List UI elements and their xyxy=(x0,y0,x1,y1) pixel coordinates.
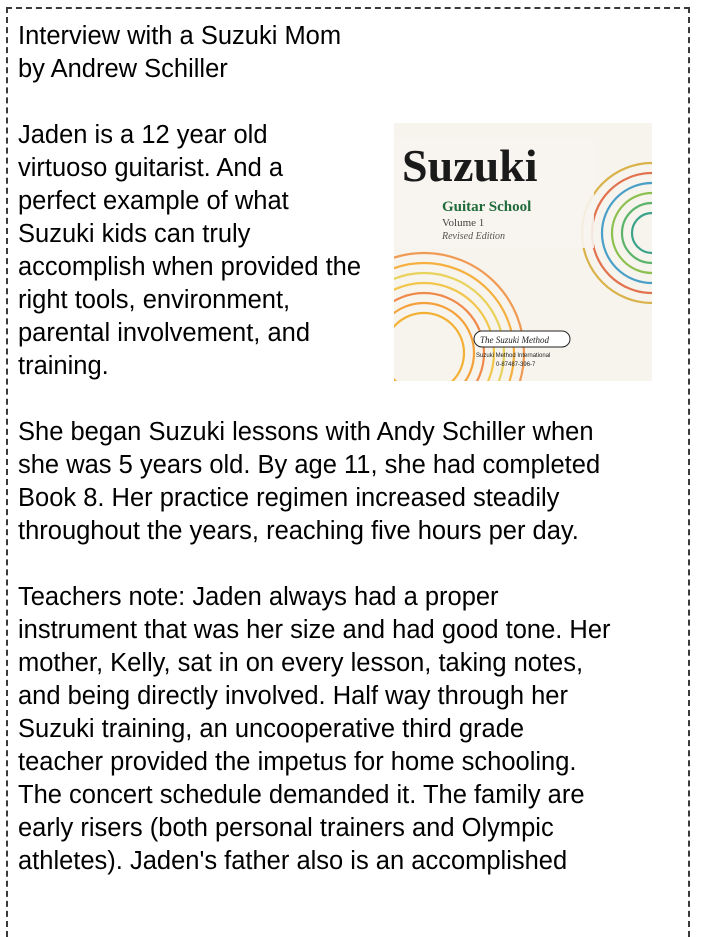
paragraph-line: athletes). Jaden's father also is an accomplished xyxy=(18,847,568,875)
cover-method-badge: The Suzuki Method xyxy=(480,335,549,345)
paragraph-line: Teachers note: Jaden always had a proper xyxy=(18,583,499,611)
paragraph-line: She began Suzuki lessons with Andy Schiller when xyxy=(18,418,594,446)
intro-line: accomplish when provided the xyxy=(18,253,362,281)
book-cover-image xyxy=(394,123,652,381)
intro-line: training. xyxy=(18,352,109,380)
paragraph-line: The concert schedule demanded it. The family are xyxy=(18,781,585,809)
paragraph-line: mother, Kelly, sat in on every lesson, taking notes, xyxy=(18,649,584,677)
intro-line: right tools, environment, xyxy=(18,286,291,314)
lessons-paragraph xyxy=(18,416,678,548)
intro-line: Jaden is a 12 year old xyxy=(18,121,268,149)
article-title: Interview with a Suzuki Mom xyxy=(18,22,342,50)
cover-publisher: Suzuki Method International xyxy=(476,353,551,359)
article-byline: by Andrew Schiller xyxy=(18,55,228,83)
paragraph-line: early risers (both personal trainers and Olympic xyxy=(18,814,554,842)
cover-edition: Revised Edition xyxy=(442,231,506,242)
intro-line: perfect example of what xyxy=(18,187,289,215)
paragraph-line: Suzuki training, an uncooperative third grade xyxy=(18,715,525,743)
cover-brand: Suzuki xyxy=(402,140,538,191)
paragraph-line: she was 5 years old. By age 11, she had completed xyxy=(18,451,601,479)
paragraph-line: teacher provided the impetus for home schooling. xyxy=(18,748,577,776)
paragraph-line: throughout the years, reaching five hours per day. xyxy=(18,517,579,545)
cover-series: Guitar School xyxy=(442,199,532,215)
paragraph-line: and being directly involved. Half way through her xyxy=(18,682,568,710)
cover-volume: Volume 1 xyxy=(442,217,485,229)
paragraph-line: instrument that was her size and had good tone. Her xyxy=(18,616,611,644)
intro-line: virtuoso guitarist. And a xyxy=(18,154,284,182)
intro-line: Suzuki kids can truly xyxy=(18,220,251,248)
teachers-note-paragraph xyxy=(18,581,678,878)
paragraph-line: Book 8. Her practice regimen increased steadily xyxy=(18,484,560,512)
intro-line: parental involvement, and xyxy=(18,319,311,347)
cover-isbn: 0-87487-396-7 xyxy=(496,362,536,368)
